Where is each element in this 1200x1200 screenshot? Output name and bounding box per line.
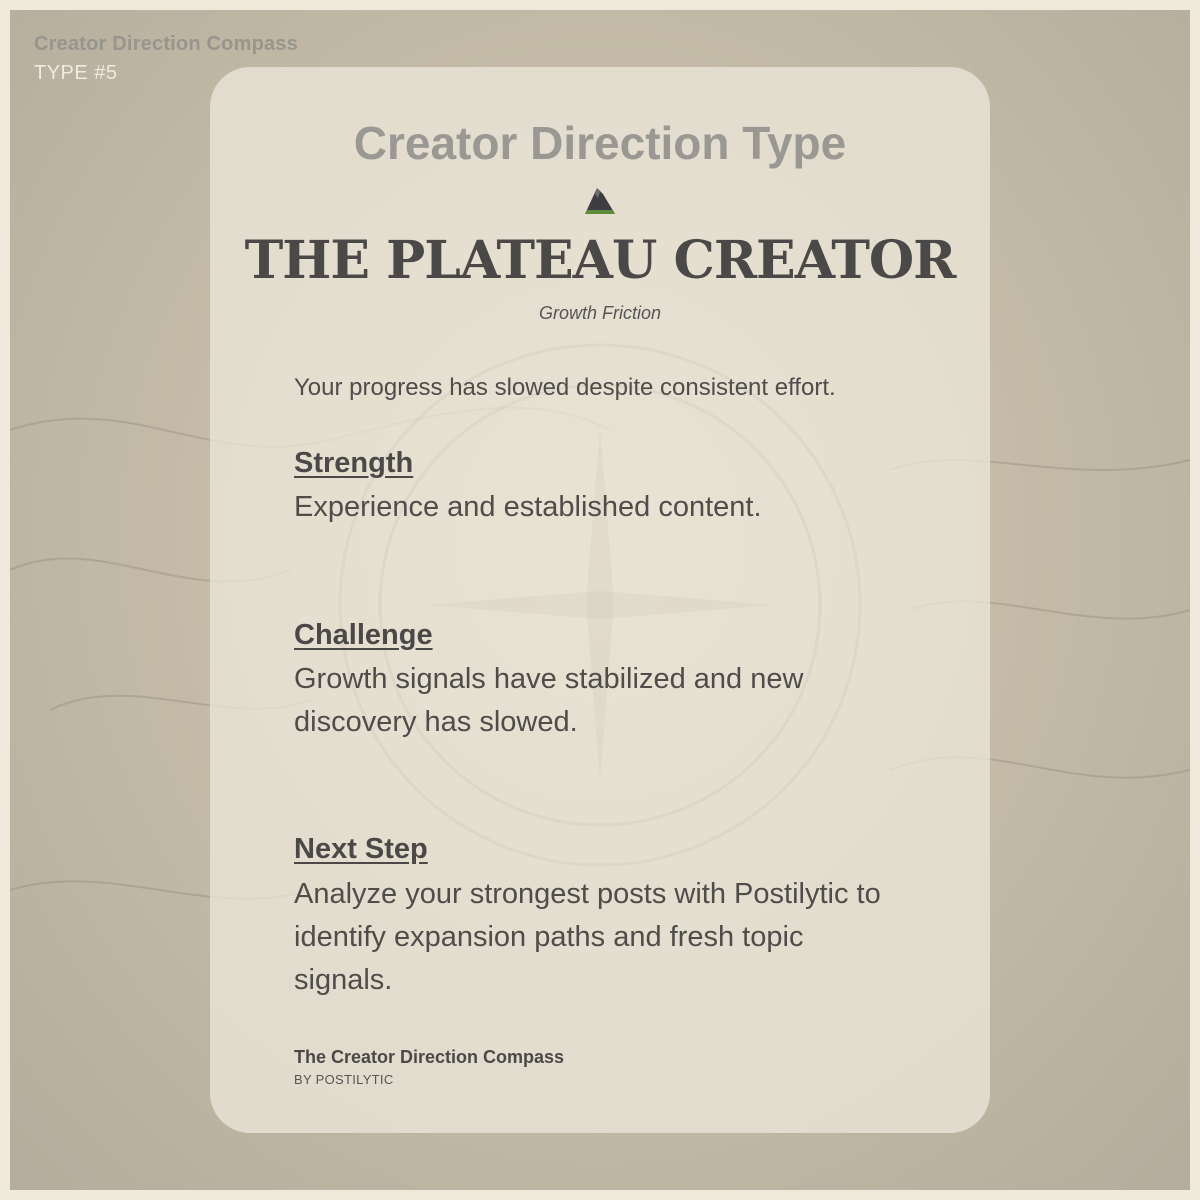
challenge-heading: Challenge xyxy=(294,619,433,651)
type-name: THE PLATEAU CREATOR xyxy=(244,230,956,291)
footer-title: The Creator Direction Compass xyxy=(294,1047,565,1067)
brand-title: Creator Direction Compass xyxy=(34,33,298,55)
type-number-label: TYPE #5 xyxy=(34,62,118,84)
type-subtitle: Growth Friction xyxy=(538,303,662,323)
next-step-heading: Next Step xyxy=(294,833,428,865)
challenge-body: Growth signals have stabilized and new discovery has slowed. xyxy=(294,663,804,738)
strength-heading: Strength xyxy=(294,447,414,479)
intro-text: Your progress has slowed despite consistent effort. xyxy=(294,374,836,401)
card-heading: Creator Direction Type xyxy=(353,117,847,169)
footer-byline: BY POSTILYTIC xyxy=(294,1072,394,1087)
strength-body: Experience and established content. xyxy=(294,491,762,523)
mountain-icon xyxy=(582,182,618,218)
next-step-body: Analyze your strongest posts with Postilytic to identify expansion paths and fresh topic signals. xyxy=(294,878,881,996)
